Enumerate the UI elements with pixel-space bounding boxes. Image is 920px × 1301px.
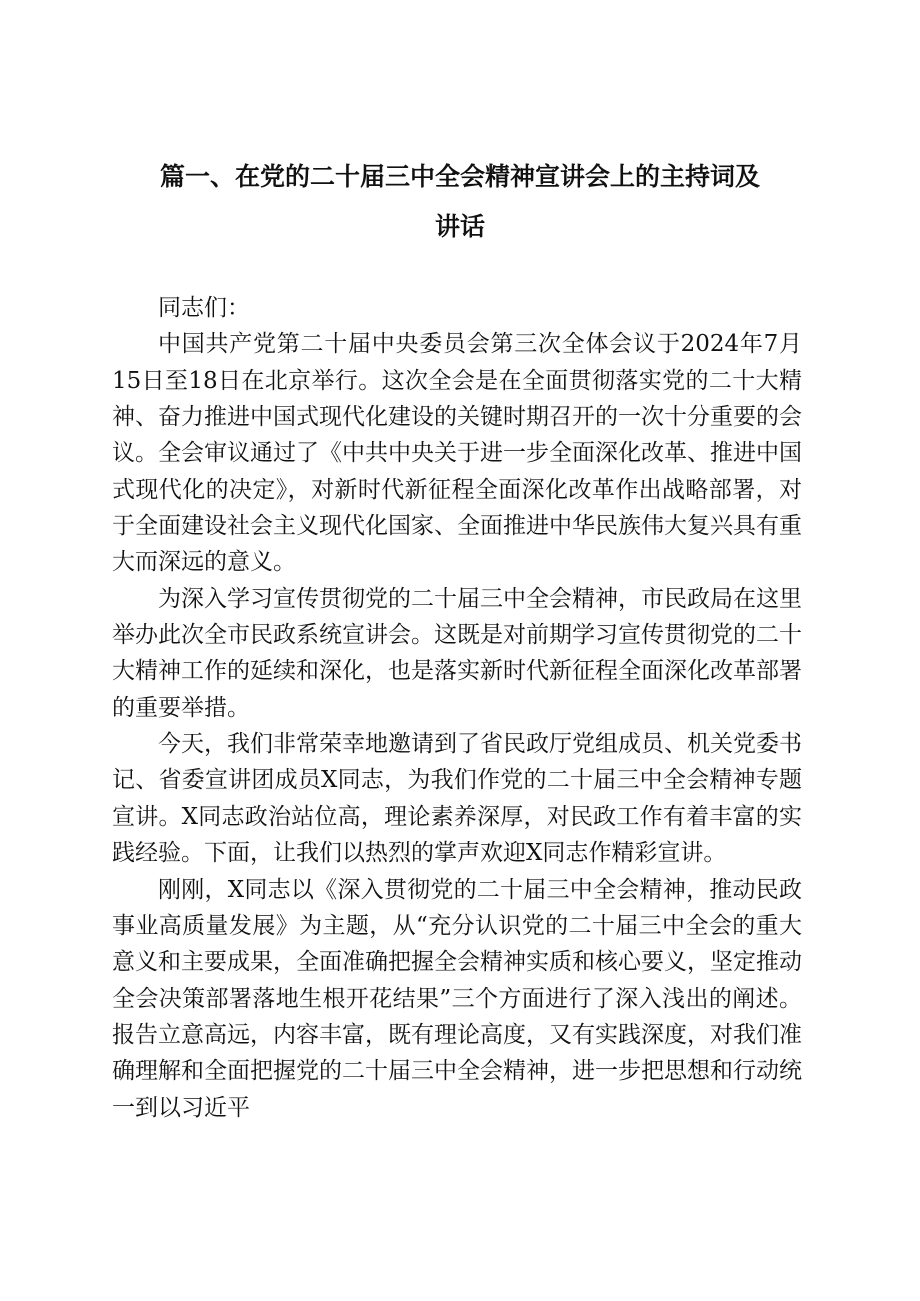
paragraph-2: 为深入学习宣传贯彻党的二十届三中全会精神，市民政局在这里举办此次全市民政系统宣讲会。这既是对前期学习宣传贯彻党的二十大精神工作的延续和深化，也是落实新时代新征程全面深化改革部署的重要举措。 bbox=[112, 585, 802, 721]
document-title: 篇一、在党的二十届三中全会精神宣讲会上的主持词及讲话 bbox=[159, 162, 760, 241]
paragraph-1: 中国共产党第二十届中央委员会第三次全体会议于2024年7月15日至18日在北京举行。这次全会是在全面贯彻落实党的二十大精神、奋力推进中国式现代化建设的关键时期召开的一次十分重要的会议。全会审议通过了《中共中央关于进一步全面深化改革、推进中国式现代化的决定》，对新时代新征程全面深化改革作出战略部署，对于全面建设社会主义现代化国家、全面推进中华民族伟大复兴具有重大而深远的意义。 bbox=[112, 331, 802, 576]
document-body bbox=[112, 290, 802, 1126]
paragraph-4: 刚刚，X同志以《深入贯彻党的二十届三中全会精神，推动民政事业高质量发展》为主题，从“充分认识党的二十届三中全会的重大意义和主要成果，全面准确把握全会精神实质和核心要义，坚定推动全会决策部署落地生根开花结果”三个方面进行了深入浅出的阐述。报告立意高远，内容丰富，既有理论高度，又有实践深度，对我们准确理解和全面把握党的二十届三中全会精神，进一步把思想和行动统一到以习近平 bbox=[112, 876, 802, 1121]
paragraph-3: 今天，我们非常荣幸地邀请到了省民政厅党组成员、机关党委书记、省委宣讲团成员X同志，为我们作党的二十届三中全会精神专题宣讲。X同志政治站位高，理论素养深厚，对民政工作有着丰富的实践经验。下面，让我们以热烈的掌声欢迎X同志作精彩宣讲。 bbox=[112, 731, 802, 867]
salutation: 同志们： bbox=[158, 295, 250, 321]
